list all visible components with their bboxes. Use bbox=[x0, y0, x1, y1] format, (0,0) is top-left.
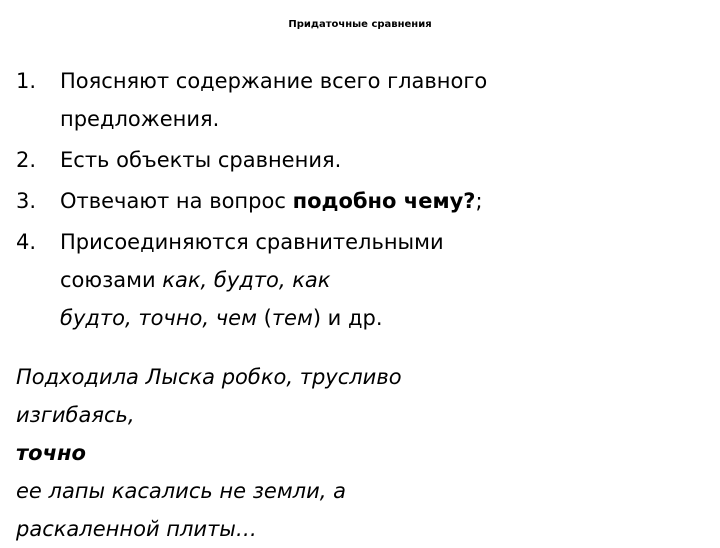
list-item-line bbox=[60, 261, 706, 299]
list-item-italic-conjunctions: будто, точно, чем bbox=[60, 306, 257, 330]
numbered-list bbox=[16, 62, 706, 340]
list-item-text: Есть объекты сравнения. bbox=[60, 148, 342, 172]
list-item-bold-question: подобно чему? bbox=[292, 189, 476, 213]
example-quote bbox=[16, 358, 706, 548]
list-item-punctuation: ; bbox=[475, 189, 483, 213]
list-item-line: Поясняют содержание всего главного bbox=[60, 69, 488, 93]
list-item-line bbox=[60, 299, 706, 337]
list-item-line: Присоединяются сравнительными bbox=[60, 230, 444, 254]
example-text: ее лапы касались не земли, а bbox=[16, 479, 346, 503]
list-item-italic-conjunctions: как, будто, как bbox=[162, 268, 331, 292]
list-item-4 bbox=[16, 223, 706, 337]
list-number: 2. bbox=[16, 148, 37, 172]
example-line bbox=[16, 396, 706, 510]
example-line: Подходила Лыска робко, трусливо bbox=[16, 365, 402, 389]
list-item-text: ( bbox=[263, 306, 272, 330]
list-item-text: Отвечают на вопрос bbox=[60, 189, 286, 213]
list-item-line: предложения. bbox=[60, 107, 220, 131]
list-item-3 bbox=[16, 182, 706, 220]
list-number: 4. bbox=[16, 230, 37, 254]
list-number: 1. bbox=[16, 69, 37, 93]
example-bold-conjunction: точно bbox=[16, 441, 86, 465]
list-item-italic-conjunctions: тем bbox=[271, 306, 313, 330]
list-item-1 bbox=[16, 62, 706, 138]
list-item-2 bbox=[16, 141, 706, 179]
example-text: изгибаясь, bbox=[16, 403, 135, 427]
slide-title: Придаточные сравнения bbox=[288, 19, 432, 30]
list-number: 3. bbox=[16, 189, 37, 213]
example-line: раскаленной плиты… bbox=[16, 517, 257, 541]
list-item-text bbox=[60, 62, 600, 138]
list-item-text: союзами bbox=[60, 268, 156, 292]
list-item-text: ) и др. bbox=[312, 306, 383, 330]
